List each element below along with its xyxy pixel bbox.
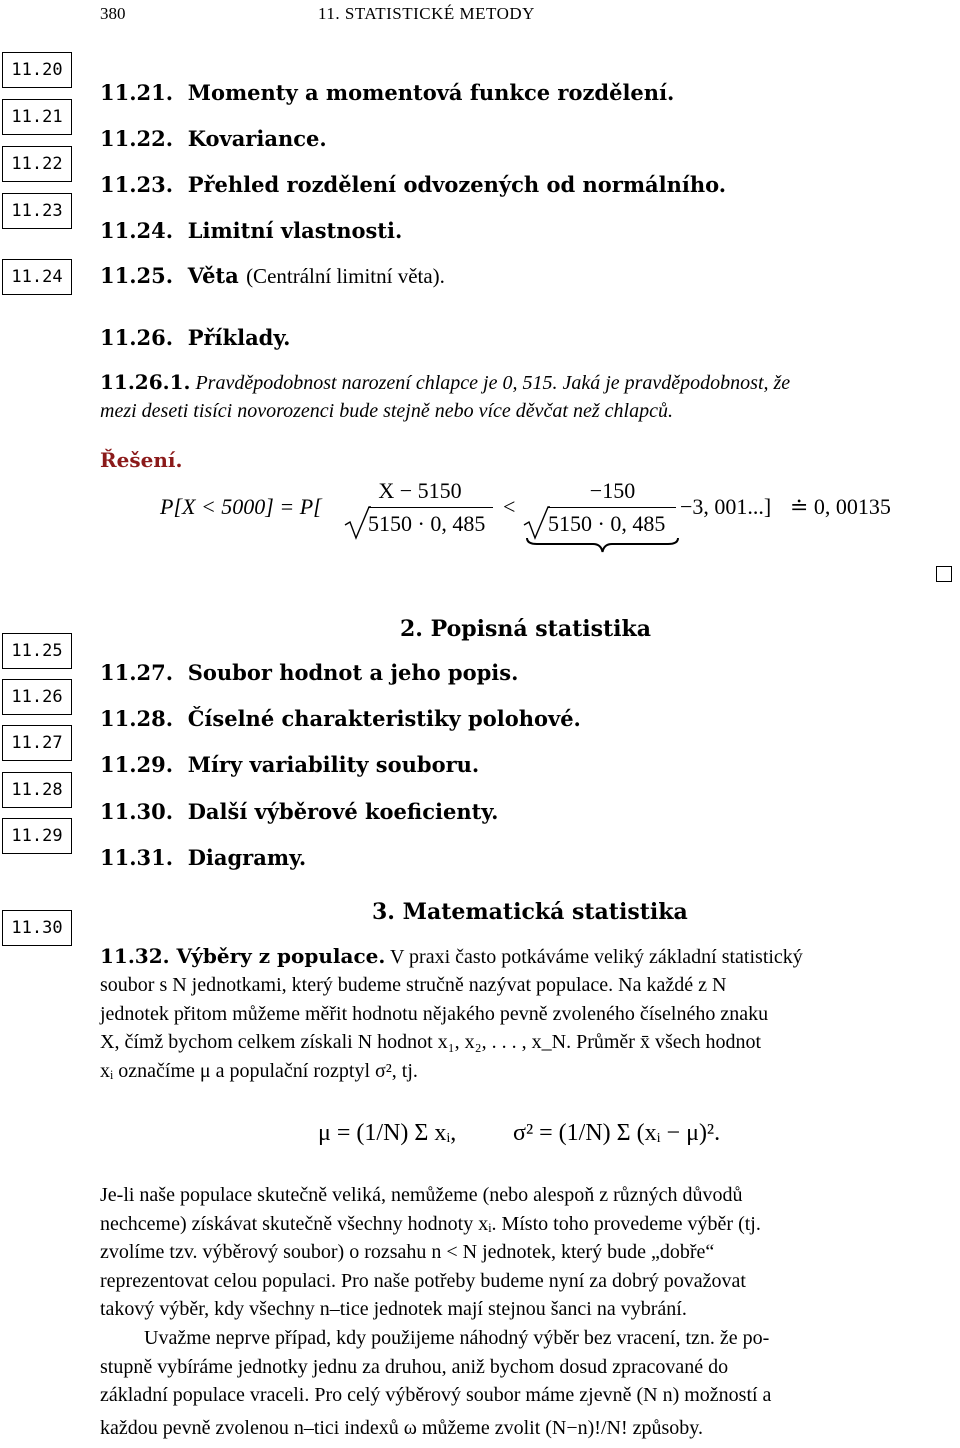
qed-icon [936, 566, 952, 582]
frac1-denominator: 5150 · 0, 485 [368, 511, 486, 536]
toc-title: Soubor hodnot a jeho popis. [187, 660, 519, 685]
toc-number: 11.27. [100, 660, 174, 685]
sidebar-link[interactable]: 11.22 [2, 146, 72, 182]
toc-title: Limitní vlastnosti. [187, 218, 403, 243]
toc-entry[interactable] [100, 325, 290, 350]
section-heading: 3. Matematická statistika [372, 899, 688, 925]
paragraph-line: takový výběr, kdy všechny n–tice jednotek mají stejnou šanci na vybrání. [100, 1298, 687, 1320]
toc-entry[interactable] [100, 80, 674, 105]
toc-number: 11.24. [100, 218, 174, 243]
sidebar-link[interactable]: 11.28 [2, 772, 72, 808]
toc-number: 11.21. [100, 80, 174, 105]
paragraph-line: X, čímž bychom celkem získali N hodnot x₁, x₂, . . . , x_N. Průměr x̄ všech hodnot [100, 1031, 762, 1053]
toc-title: Míry variability souboru. [187, 752, 480, 777]
toc-number: 11.26. [100, 325, 174, 350]
page-number: 380 [100, 4, 126, 23]
toc-entry[interactable] [100, 706, 581, 731]
paragraph-line [100, 942, 954, 972]
frac2-bar [548, 507, 676, 508]
toc-title: Příklady. [187, 325, 291, 350]
example-text: Pravděpodobnost narození chlapce je 0, 515. Jaká je pravděpodobnost, že [195, 372, 791, 394]
paragraph-line: Je-li naše populace skutečně veliká, nemůžeme (nebo alespoň z různých důvodů [100, 1184, 743, 1206]
toc-title: Další výběrové koeficienty. [187, 799, 499, 824]
sidebar-link[interactable]: 11.20 [2, 52, 72, 88]
formula-mu: μ = (1/N) Σ xᵢ, [318, 1120, 457, 1146]
toc-entry[interactable] [100, 845, 306, 870]
paragraph-text: V praxi často potkáváme veliký základní statistický [385, 946, 803, 968]
toc-number: 11.29. [100, 752, 174, 777]
toc-title: Diagramy. [187, 845, 307, 870]
frac1-bar [368, 507, 493, 508]
paragraph-line: reprezentovat celou populaci. Pro naše potřeby budeme nyní za dobrý považovat [100, 1270, 746, 1292]
paragraph-line: každou pevně zvolenou n–tici indexů ω můžeme zvolit (N−n)!/N! způsoby. [100, 1417, 703, 1439]
toc-title: Momenty a momentová funkce rozdělení. [187, 80, 675, 105]
underbrace-icon [525, 536, 680, 554]
formula-result: ≐ 0, 00135 [790, 494, 891, 519]
sidebar-link[interactable]: 11.23 [2, 193, 72, 229]
frac2-denominator: 5150 · 0, 485 [548, 511, 666, 536]
toc-number: 11.28. [100, 706, 174, 731]
paragraph-line: stupně vybíráme jednotky jednu za druhou, aniž bychom dosud zpracované do [100, 1356, 729, 1378]
formula-lt: < [503, 494, 516, 519]
example-line-2: mezi deseti tisíci novorozenci bude stejně nebo více děvčat než chlapců. [100, 400, 673, 422]
sidebar-link[interactable]: 11.27 [2, 725, 72, 761]
toc-title: Věta [187, 263, 239, 288]
toc-entry[interactable] [100, 126, 327, 151]
toc-entry[interactable] [100, 218, 402, 243]
sidebar-link[interactable]: 11.21 [2, 99, 72, 135]
sidebar-link[interactable]: 11.26 [2, 679, 72, 715]
toc-entry[interactable] [100, 660, 518, 685]
toc-entry[interactable] [100, 799, 498, 824]
toc-number: 11.23. [100, 172, 174, 197]
section-heading: 2. Popisná statistika [400, 616, 652, 642]
toc-entry[interactable] [100, 752, 479, 777]
frac2-numerator: −150 [589, 478, 636, 503]
toc-number: 11.31. [100, 845, 174, 870]
sidebar-link[interactable]: 11.30 [2, 910, 72, 946]
example-number: 11.26.1. [100, 370, 191, 394]
toc-entry[interactable] [100, 172, 726, 197]
toc-note: (Centrální limitní věta). [246, 264, 445, 288]
paragraph-line: zvolíme tzv. výběrový soubor) o rozsahu n < N jednotek, který bude „dobře“ [100, 1241, 715, 1263]
subsection-heading: 11.32. Výběry z populace. [100, 944, 386, 968]
toc-title: Číselné charakteristiky polohové. [187, 706, 581, 731]
formula-approx: −3, 001...] [680, 494, 772, 519]
sidebar-link[interactable]: 11.29 [2, 818, 72, 854]
toc-number: 11.22. [100, 126, 174, 151]
solution-label: Řešení. [100, 448, 183, 472]
paragraph-line: soubor s N jednotkami, který budeme stručně nazývat populace. Na každé z N [100, 974, 727, 996]
frac1-numerator: X − 5150 [378, 478, 462, 503]
sidebar-link[interactable]: 11.24 [2, 259, 72, 295]
toc-number: 11.30. [100, 799, 174, 824]
formula-lhs: P[X < 5000] = P[ [160, 494, 322, 519]
paragraph-line: nechceme) získávat skutečně všechny hodnoty xᵢ. Místo toho provedeme výběr (tj. [100, 1213, 761, 1235]
sidebar-link[interactable]: 11.25 [2, 633, 72, 669]
paragraph-line: jednotek přitom můžeme měřit hodnotu nějakého pevně zvoleného číselného znaku [100, 1003, 769, 1025]
chapter-title: 11. STATISTICKÉ METODY [318, 4, 535, 23]
toc-entry[interactable] [100, 263, 445, 289]
toc-title: Přehled rozdělení odvozených od normálního. [187, 172, 727, 197]
formula-sigma: σ² = (1/N) Σ (xᵢ − μ)². [513, 1120, 721, 1146]
paragraph-line: xᵢ označíme μ a populační rozptyl σ², tj. [100, 1060, 418, 1082]
example-line-1 [100, 368, 960, 398]
toc-title: Kovariance. [187, 126, 327, 151]
paragraph-line: základní populace vraceli. Pro celý výběrový soubor máme zjevně (N n) možností a [100, 1384, 772, 1406]
toc-number: 11.25. [100, 263, 174, 288]
paragraph-line: Uvažme neprve případ, kdy použijeme náhodný výběr bez vracení, tzn. že po- [144, 1327, 770, 1349]
